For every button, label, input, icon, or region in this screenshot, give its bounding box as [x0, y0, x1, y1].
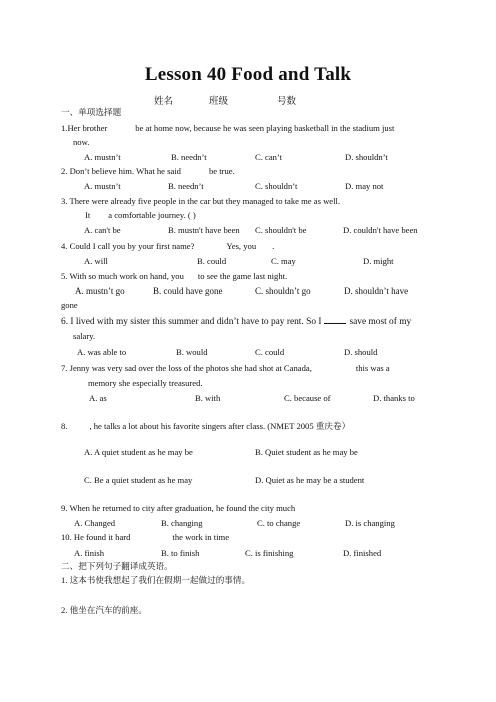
q4-option-c[interactable]: C. may: [271, 256, 296, 266]
question-2: [61, 166, 235, 177]
q1-option-a[interactable]: A. mustn’t: [84, 152, 121, 162]
class-label: 班级: [209, 97, 229, 107]
q3-text-2b: a comfortable journey. ( ): [108, 210, 196, 220]
question-10: [61, 532, 229, 543]
q6-option-c[interactable]: C. could: [255, 347, 285, 357]
q2-text-a: 2. Don’t believe him. What he said: [61, 166, 181, 176]
q10-option-b[interactable]: B. to finish: [161, 548, 200, 558]
q10-text-b: the work in time: [172, 532, 230, 542]
q4-text-b: Yes, you: [226, 241, 257, 251]
q9-option-c[interactable]: C. to change: [257, 518, 301, 528]
q1-options: [73, 152, 433, 163]
question-9: 9. When he returned to city after graduation, he found the city much: [61, 503, 296, 513]
q5-option-c[interactable]: C. shouldn’t go: [255, 286, 311, 296]
q1-option-c[interactable]: C. can’t: [255, 152, 283, 162]
q3-options: [73, 225, 433, 236]
q7-text-b: this was a: [355, 363, 390, 373]
q5-continuation: gone: [61, 300, 78, 310]
q10-text-a: 10. He found it hard: [61, 532, 131, 542]
q8-options-row-1: [73, 447, 433, 458]
q3-option-c[interactable]: C. shouldn't be: [255, 225, 307, 235]
q6-text-b: save most of my: [349, 317, 412, 327]
q4-options: [73, 256, 433, 267]
q10-options: [73, 548, 433, 559]
q7-option-c[interactable]: C. because of: [284, 393, 331, 403]
question-8: [61, 421, 350, 432]
q2-option-c[interactable]: C. shouldn’t: [255, 181, 298, 191]
q6-option-a[interactable]: A. was able to: [77, 347, 127, 357]
q10-option-a[interactable]: A. finish: [74, 548, 105, 558]
q6-text-a: 6. I lived with my sister this summer and didn’t have to pay rent. So I: [61, 317, 322, 327]
q4-option-d[interactable]: D. might: [363, 256, 394, 266]
q8-option-d[interactable]: D. Quiet as he may be a student: [255, 475, 365, 485]
q8-option-c[interactable]: C. Be a quiet student as he may: [84, 475, 193, 485]
student-info: [154, 93, 296, 107]
page-title: Lesson 40 Food and Talk: [144, 64, 352, 85]
question-3: 3. There were already five people in the car but they managed to take me as well.: [61, 196, 341, 206]
q3-option-d[interactable]: D. couldn't have been: [343, 225, 418, 235]
q6-option-d[interactable]: D. should: [344, 347, 378, 357]
q7-option-b[interactable]: B. with: [195, 393, 221, 403]
q10-option-c[interactable]: C. is finishing: [245, 548, 294, 558]
q9-option-d[interactable]: D. is changing: [345, 518, 395, 528]
q3-line-2: [85, 210, 196, 221]
section-heading-choice: 一、单项选择题: [61, 107, 122, 117]
translate-item-1: 1. 这本书使我想起了我们在假期一起做过的事情。: [61, 575, 251, 585]
q7-text-c: memory she especially treasured.: [88, 378, 203, 388]
q1-text-b: be at home now, because he was seen playing basketball in the stadium just: [135, 123, 395, 133]
q3-option-a[interactable]: A. can't be: [84, 225, 121, 235]
q5-option-d[interactable]: D. shouldn’t have: [344, 286, 409, 296]
q8-text-a: 8.: [61, 421, 68, 431]
q8-options-row-2: [73, 475, 433, 486]
q8-option-a[interactable]: A. A quiet student as he may be: [84, 447, 193, 457]
q1-option-b[interactable]: B. needn’t: [171, 152, 207, 162]
q1-text-c: now.: [73, 137, 90, 147]
number-label: 号数: [277, 97, 297, 107]
q6-option-b[interactable]: B. would: [176, 347, 208, 357]
q3-option-b[interactable]: B. mustn't have been: [168, 225, 240, 235]
q7-option-d[interactable]: D. thanks to: [373, 393, 415, 403]
q2-options: [73, 181, 433, 192]
question-5: [61, 271, 287, 282]
name-label: 姓名: [154, 97, 174, 107]
q2-option-a[interactable]: A. mustn’t: [84, 181, 121, 191]
question-7: [61, 363, 390, 374]
q4-text-c: .: [272, 241, 275, 251]
q4-text-a: 4. Could I call you by your first name?: [61, 241, 195, 251]
translate-item-2: 2. 他坐在汽车的前座。: [61, 605, 147, 615]
q2-option-d[interactable]: D. may not: [345, 181, 384, 191]
q2-text-b: be true.: [208, 166, 235, 176]
q9-options: [73, 518, 433, 529]
q10-option-d[interactable]: D. finished: [343, 548, 382, 558]
q3-text-2a: It: [85, 210, 91, 220]
section-heading-translate: 二、把下列句子翻译成英语。: [61, 561, 173, 571]
q7-option-a[interactable]: A. as: [89, 393, 107, 403]
question-6: [61, 315, 411, 328]
q7-options: [73, 393, 433, 404]
q1-option-d[interactable]: D. shouldn’t: [345, 152, 388, 162]
q5-text-b: to see the game last night.: [197, 271, 288, 281]
q8-text-b: , he talks a lot about his favorite singers after class. (NMET 2005 重庆卷）: [89, 421, 351, 431]
q8-option-b[interactable]: B. Quiet student as he may be: [255, 447, 358, 457]
q2-option-b[interactable]: B. needn’t: [168, 181, 204, 191]
q5-options: [73, 286, 433, 297]
q9-option-b[interactable]: B. changing: [161, 518, 203, 528]
q6-text-c: salary.: [73, 331, 96, 341]
q7-text-a: 7. Jenny was very sad over the loss of the photos she had shot at Canada,: [61, 363, 312, 373]
q4-option-a[interactable]: A. will: [84, 256, 108, 266]
q6-options: [66, 347, 426, 358]
q9-option-a[interactable]: A. Changed: [74, 518, 116, 528]
question-1: [61, 123, 394, 134]
q5-option-b[interactable]: B. could have gone: [153, 286, 223, 296]
q1-text-a: 1.Her brother: [61, 123, 108, 133]
q5-option-a[interactable]: A. mustn’t go: [75, 286, 125, 296]
q4-option-b[interactable]: B. could: [197, 256, 227, 266]
question-4: [61, 241, 274, 252]
q5-text-a: 5. With so much work on hand, you: [61, 271, 184, 281]
